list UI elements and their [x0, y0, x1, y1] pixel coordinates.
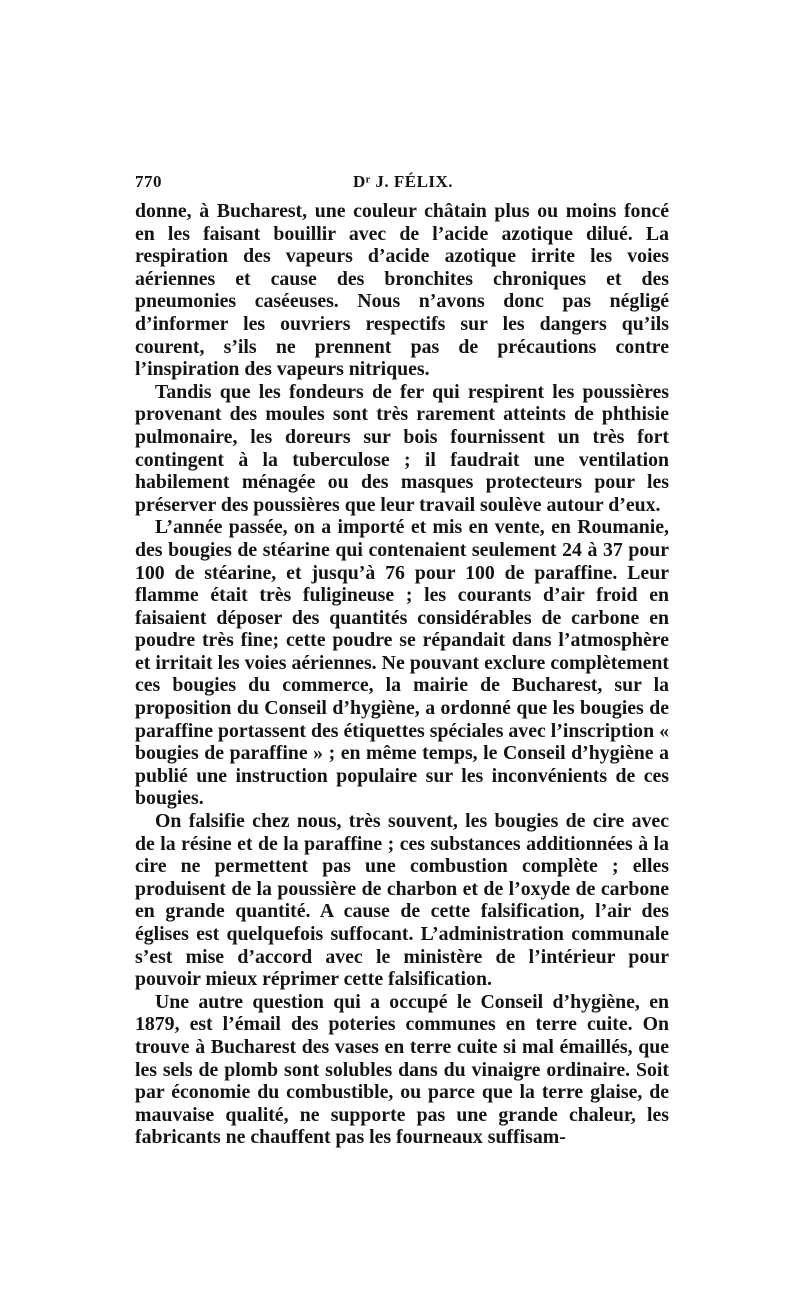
page-number: 770	[135, 172, 162, 191]
body-text	[135, 200, 669, 1149]
paragraph-bougies-stearine: L’année passée, on a importé et mis en vente, en Roumanie, des bougies de stéarine qui contenaient seulement 24 à 37 pour 100 de stéarine, et jusqu’à 76 pour 100 de paraffine. Leur flamme était très fuligineuse ; les courants d’air froid en faisaient déposer des quantités considérables de carbone en poudre très fine; cette poudre se répandait dans l’atmosphère et irritait les voies aériennes. Ne pouvant exclure complètement ces bougies du commerce, la mairie de Bucharest, sur la proposition du Conseil d’hygiène, a ordonné que les bougies de paraffine portassent des étiquettes spéciales avec l’inscription « bougies de paraffine » ; en même temps, le Conseil d’hygiène a publié une instruction populaire sur les inconvénients de ces bougies.	[135, 516, 669, 810]
paragraph-continuation: donne, à Bucharest, une couleur châtain plus ou moins foncé en les faisant bouillir avec de l’acide azotique dilué. La respiration des vapeurs d’acide azotique irrite les voies aériennes et cause des bronchites chroniques et des pneumonies caséeuses. Nous n’avons donc pas négligé d’informer les ouvriers respectifs sur les dangers qu’ils courent, s’ils ne prennent pas de précautions contre l’inspiration des vapeurs nitriques.	[135, 200, 669, 381]
page-header	[135, 172, 669, 194]
running-head: Dʳ J. FÉLIX.	[353, 172, 454, 191]
paragraph-fondeurs: Tandis que les fondeurs de fer qui respirent les poussières provenant des moules sont très rarement atteints de phthisie pulmonaire, les doreurs sur bois fournissent un très fort contingent à la tuberculose ; il faudrait une ventilation habilement ménagée ou des masques protecteurs pour les préserver des poussières que leur travail soulève autour d’eux.	[135, 380, 669, 516]
paragraph-poteries: Une autre question qui a occupé le Conseil d’hygiène, en 1879, est l’émail des poteries communes en terre cuite. On trouve à Bucharest des vases en terre cuite si mal émaillés, que les sels de plomb sont solubles dans du vinaigre ordinaire. Soit par économie du combustible, ou parce que la terre glaise, de mauvaise qualité, ne supporte pas une grande chaleur, les fabricants ne chauffent pas les fourneaux suffisam-	[135, 990, 669, 1149]
paragraph-bougies-cire: On falsifie chez nous, très souvent, les bougies de cire avec de la résine et de la paraffine ; ces substances additionnées à la cire ne permettent pas une combustion complète ; elles produisent de la poussière de charbon et de l’oxyde de carbone en grande quantité. A cause de cette falsification, l’air des églises est quelquefois suffocant. L’administration communale s’est mise d’accord avec le ministère de l’intérieur pour pouvoir mieux réprimer cette falsification.	[135, 810, 669, 991]
